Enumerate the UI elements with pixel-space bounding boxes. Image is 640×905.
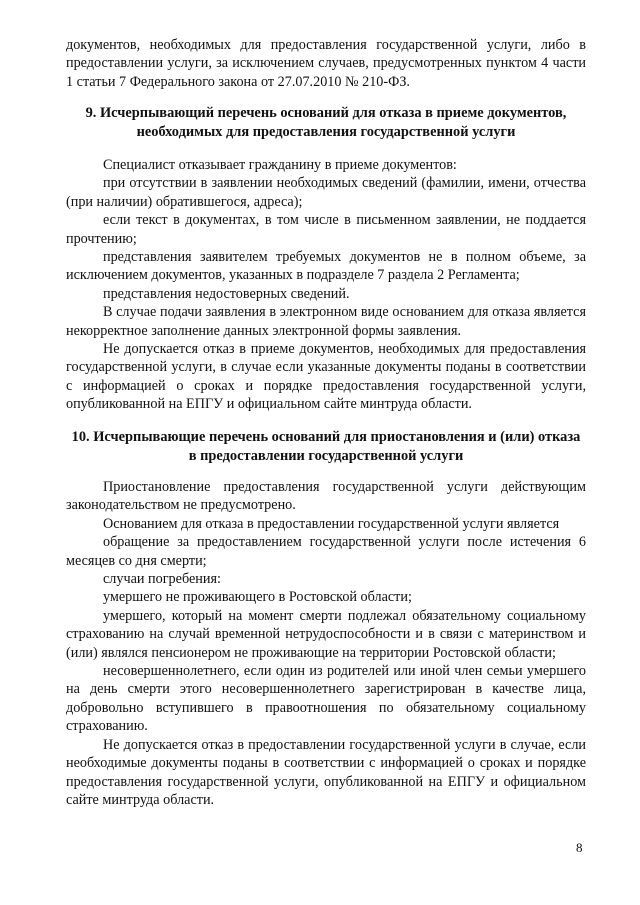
paragraph: обращение за предоставлением государственной услуги после истечения 6 месяцев со дня смерти; bbox=[66, 534, 586, 569]
intro-paragraph: документов, необходимых для предоставления государственной услуги, либо в предоставлении услуги, за исключением случаев, предусмотренных пунктом 4 части 1 статьи 7 Федерального закона от 27.07.2010 № 210-ФЗ. bbox=[66, 37, 586, 90]
paragraph: умершего, который на момент смерти подлежал обязательному социальному страхованию на случай временной нетрудоспособности и в связи с материнством и (или) являлся пенсионером не проживающие на территории Ростовской области; bbox=[66, 607, 586, 661]
intro-block bbox=[66, 36, 586, 91]
paragraph: представления заявителем требуемых документов не в полном объеме, за исключением документов, указанных в подразделе 7 раздела 2 Регламента; bbox=[66, 249, 586, 284]
section-9-body bbox=[66, 156, 586, 414]
section-10-heading: 10. Исчерпывающие перечень оснований для приостановления и (или) отказа в предоставлении государственной услуги bbox=[71, 429, 581, 464]
page-number: 8 bbox=[576, 840, 583, 855]
paragraph: Не допускается отказ в приеме документов, необходимых для предоставления государственной услуги, в случае если указанные документы поданы в соответствии с информацией о сроках и порядке предоставления государственной услуги, опубликованной на ЕПГУ и официальном сайте минтруда области. bbox=[66, 341, 586, 413]
section-9-heading: 9. Исчерпывающий перечень оснований для отказа в приеме документов, необходимых для предоставления государственной услуги bbox=[85, 105, 567, 140]
section-10-body bbox=[66, 478, 586, 809]
paragraph: несовершеннолетнего, если один из родителей или иной член семьи умершего на день смерти этого несовершеннолетнего зарегистрирован в качестве лица, добровольно вступившего в правоотношения по обязательному социальному страхованию. bbox=[66, 663, 586, 735]
paragraph: Специалист отказывает гражданину в приеме документов: bbox=[103, 157, 457, 173]
paragraph: при отсутствии в заявлении необходимых сведений (фамилии, имени, отчества (при наличии) обратившегося, адреса); bbox=[66, 175, 586, 210]
paragraph: Не допускается отказ в предоставлении государственной услуги в случае, если необходимые документы поданы в соответствии с информацией о сроках и порядке предоставления государственной услуги, опубликованной на ЕПГУ и официальном сайте минтруда области. bbox=[66, 736, 586, 808]
paragraph: Приостановление предоставления государственной услуги действующим законодательством не предусмотрено. bbox=[66, 479, 586, 514]
paragraph: В случае подачи заявления в электронном виде основанием для отказа является некорректное заполнение данных электронной формы заявления. bbox=[66, 304, 586, 339]
paragraph: представления недостоверных сведений. bbox=[103, 285, 350, 302]
paragraph: случаи погребения: bbox=[103, 571, 221, 588]
paragraph: умершего не проживающего в Ростовской области; bbox=[103, 589, 412, 606]
paragraph: если текст в документах, в том числе в письменном заявлении, не поддается прочтению; bbox=[66, 212, 586, 247]
paragraph: Основанием для отказа в предоставлении государственной услуги является bbox=[103, 515, 560, 532]
